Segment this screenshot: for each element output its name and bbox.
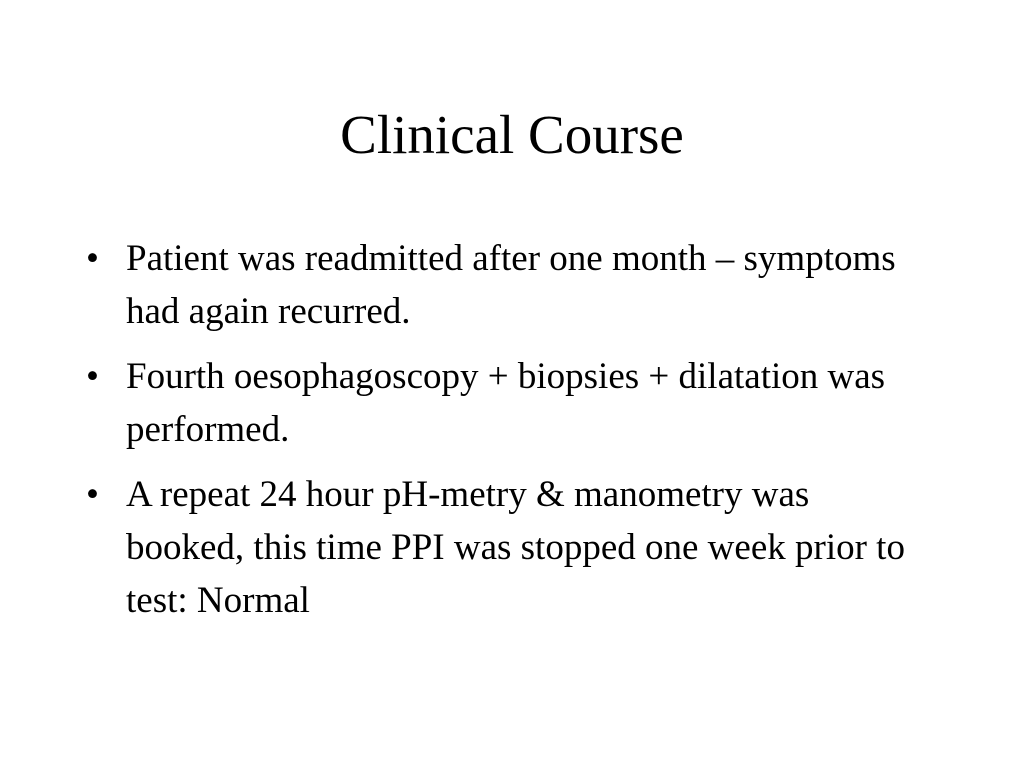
bullet-text: A repeat 24 hour pH-metry & manometry was booked, this time PPI was stopped one week prior to test: Normal <box>126 474 905 621</box>
bullet-marker: • <box>86 356 99 397</box>
bullet-text: Patient was readmitted after one month – symptoms had again recurred. <box>126 238 896 332</box>
bullet-item <box>86 232 936 338</box>
bullet-list <box>86 232 936 639</box>
slide-title: Clinical Course <box>340 104 684 165</box>
bullet-marker: • <box>86 474 99 515</box>
bullet-item <box>86 468 936 627</box>
bullet-text: Fourth oesophagoscopy + biopsies + dilatation was performed. <box>126 356 886 450</box>
bullet-marker: • <box>86 238 99 279</box>
bullet-item <box>86 350 936 456</box>
